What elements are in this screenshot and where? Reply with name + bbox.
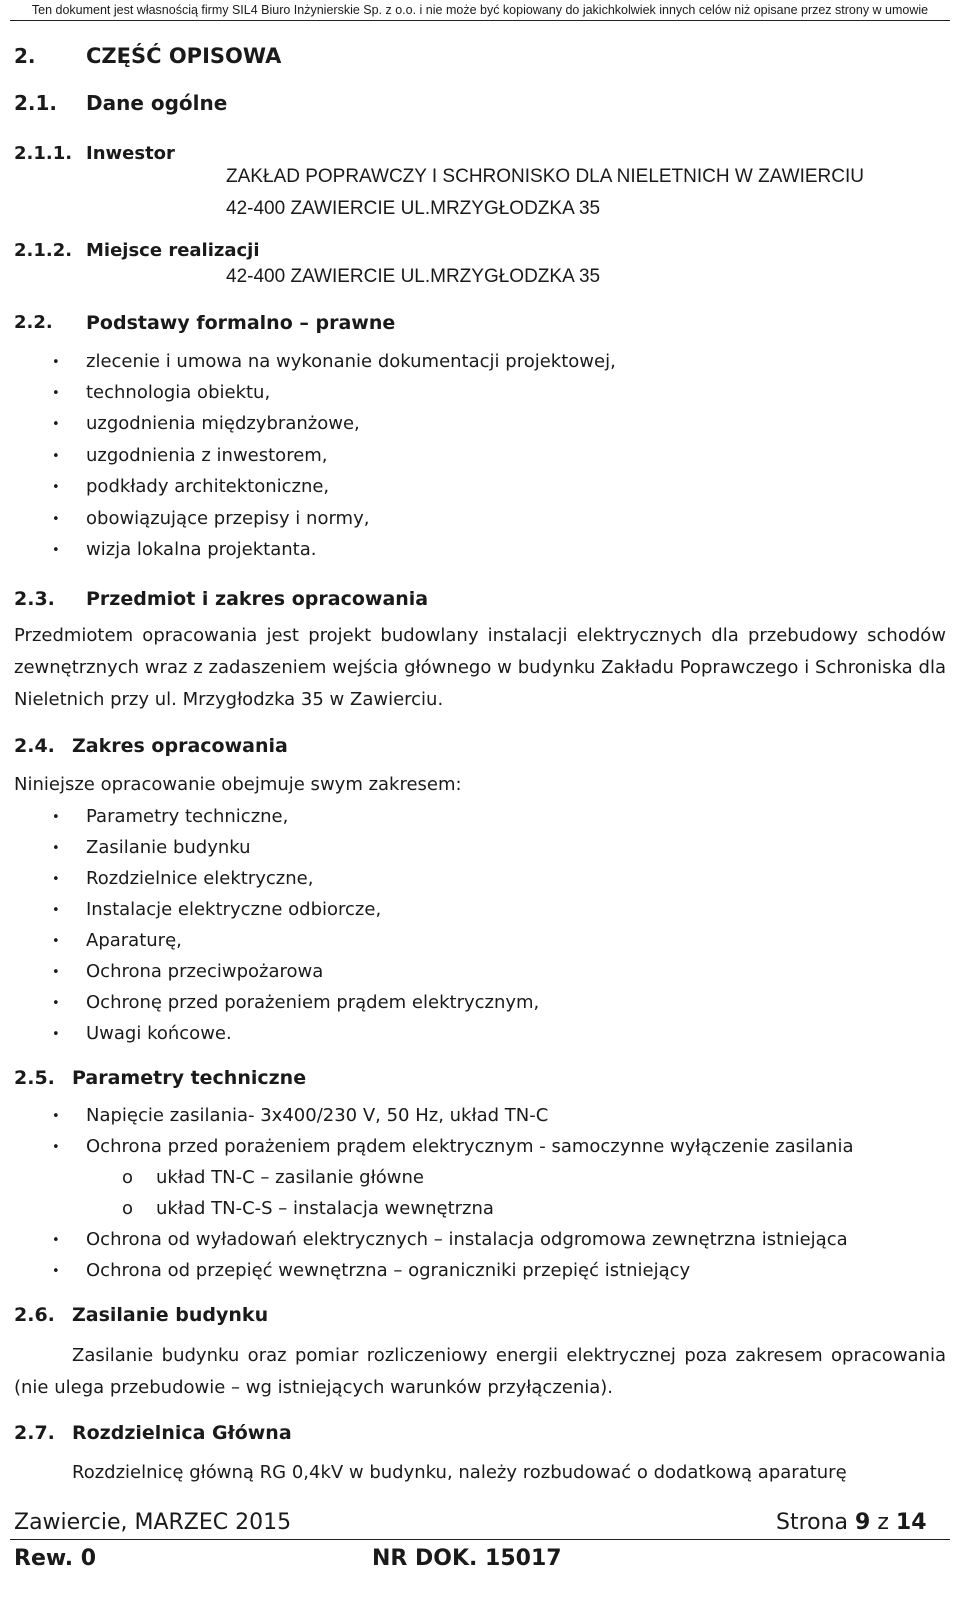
- main-switchboard-paragraph: Rozdzielnicę główną RG 0,4kV w budynku, należy rozbudować o dodatkową aparaturę: [72, 1462, 847, 1483]
- section-2-6-title: Zasilanie budynku: [72, 1304, 269, 1326]
- section-2-6-number: 2.6.: [14, 1304, 55, 1326]
- list-item: Ochrona od wyładowań elektrycznych – instalacja odgromowa zewnętrzna istniejąca: [86, 1229, 848, 1250]
- bullet-icon: •: [52, 996, 60, 1011]
- footer-doc-number: NR DOK. 15017: [372, 1546, 562, 1571]
- list-item: Ochronę przed porażeniem prądem elektrycznym,: [86, 992, 540, 1013]
- section-2-3-title: Przedmiot i zakres opracowania: [86, 588, 429, 610]
- location-address: 42-400 ZAWIERCIE UL.MRZYGŁODZKA 35: [226, 266, 601, 287]
- bullet-icon: •: [52, 512, 60, 527]
- section-2-1-1-title: Inwestor: [86, 143, 175, 164]
- list-item: wizja lokalna projektanta.: [86, 539, 317, 560]
- bullet-icon: •: [52, 355, 60, 370]
- bullet-icon: •: [52, 934, 60, 949]
- section-2-1-title: Dane ogólne: [86, 91, 228, 115]
- bullet-icon: •: [52, 903, 60, 918]
- section-2-3-number: 2.3.: [14, 588, 55, 610]
- footer-place-date: Zawiercie, MARZEC 2015: [14, 1510, 292, 1535]
- sub-bullet-icon: o: [122, 1167, 134, 1188]
- section-2-4-number: 2.4.: [14, 735, 55, 757]
- bullet-icon: •: [52, 1140, 60, 1155]
- section-2-7-number: 2.7.: [14, 1422, 55, 1444]
- section-2-1-number: 2.1.: [14, 91, 58, 115]
- bullet-icon: •: [52, 841, 60, 856]
- section-2-2-number: 2.2.: [14, 312, 53, 333]
- bullet-icon: •: [52, 872, 60, 887]
- page-current: 9: [855, 1510, 871, 1535]
- list-item: obowiązujące przepisy i normy,: [86, 508, 370, 529]
- list-item: Napięcie zasilania- 3x400/230 V, 50 Hz, układ TN-C: [86, 1105, 549, 1126]
- power-supply-paragraph: Zasilanie budynku oraz pomiar rozliczeniowy energii elektrycznej poza zakresem opracowania (nie ulega przebudowie – wg istniejących warunków przyłączenia).: [14, 1345, 946, 1398]
- bullet-icon: •: [52, 543, 60, 558]
- section-2-4-title: Zakres opracowania: [72, 735, 288, 757]
- list-item: zlecenie i umowa na wykonanie dokumentacji projektowej,: [86, 351, 616, 372]
- list-item: Uwagi końcowe.: [86, 1023, 232, 1044]
- section-2-5-title: Parametry techniczne: [72, 1067, 307, 1089]
- bullet-icon: •: [52, 1233, 60, 1248]
- subject-paragraph: Przedmiotem opracowania jest projekt budowlany instalacji elektrycznych dla przebudowy schodów zewnętrznych wraz z zadaszeniem wejścia głównego w budynku Zakładu Poprawczego i Schroniska dla Nieletnich przy ul. Mrzygłodzka 35 w Zawierciu.: [14, 625, 946, 710]
- section-2-1-2-title: Miejsce realizacji: [86, 240, 260, 261]
- section-2-number: 2.: [14, 44, 36, 68]
- list-item: Aparaturę,: [86, 930, 182, 951]
- section-2-7-title: Rozdzielnica Główna: [72, 1422, 292, 1444]
- list-item: uzgodnienia międzybranżowe,: [86, 413, 360, 434]
- bullet-icon: •: [52, 449, 60, 464]
- bullet-icon: •: [52, 1027, 60, 1042]
- footer-revision: Rew. 0: [14, 1546, 97, 1571]
- list-item: podkłady architektoniczne,: [86, 476, 330, 497]
- footer-page-number: [776, 1510, 927, 1535]
- section-2-1-1-number: 2.1.1.: [14, 143, 73, 164]
- page-prefix: Strona: [776, 1510, 849, 1535]
- list-item: uzgodnienia z inwestorem,: [86, 445, 328, 466]
- footer-divider: [10, 1539, 950, 1540]
- list-item: Ochrona przeciwpożarowa: [86, 961, 324, 982]
- list-item: Zasilanie budynku: [86, 837, 251, 858]
- header-divider: [10, 20, 950, 21]
- list-item: Rozdzielnice elektryczne,: [86, 868, 314, 889]
- sub-bullet-icon: o: [122, 1198, 134, 1219]
- bullet-icon: •: [52, 1264, 60, 1279]
- bullet-icon: •: [52, 965, 60, 980]
- list-item: Ochrona od przepięć wewnętrzna – ograniczniki przepięć istniejący: [86, 1260, 691, 1281]
- section-2-title: CZĘŚĆ OPISOWA: [86, 44, 282, 68]
- list-item: technologia obiektu,: [86, 382, 271, 403]
- bullet-icon: •: [52, 1109, 60, 1124]
- section-2-2-title: Podstawy formalno – prawne: [86, 312, 396, 334]
- list-item: Ochrona przed porażeniem prądem elektrycznym - samoczynne wyłączenie zasilania: [86, 1136, 854, 1157]
- list-item: Parametry techniczne,: [86, 806, 289, 827]
- sub-list-item: układ TN-C-S – instalacja wewnętrzna: [156, 1198, 494, 1219]
- bullet-icon: •: [52, 810, 60, 825]
- bullet-icon: •: [52, 480, 60, 495]
- investor-name: ZAKŁAD POPRAWCZY I SCHRONISKO DLA NIELETNICH W ZAWIERCIU: [226, 166, 864, 187]
- scope-intro: Niniejsze opracowanie obejmuje swym zakresem:: [14, 774, 462, 795]
- investor-address: 42-400 ZAWIERCIE UL.MRZYGŁODZKA 35: [226, 198, 601, 219]
- page-of: z: [877, 1510, 889, 1535]
- section-2-1-2-number: 2.1.2.: [14, 240, 73, 261]
- bullet-icon: •: [52, 417, 60, 432]
- bullet-icon: •: [52, 386, 60, 401]
- list-item: Instalacje elektryczne odbiorcze,: [86, 899, 382, 920]
- sub-list-item: układ TN-C – zasilanie główne: [156, 1167, 424, 1188]
- page-total: 14: [895, 1510, 927, 1535]
- document-header-notice: Ten dokument jest własnością firmy SIL4 Biuro Inżynierskie Sp. z o.o. i nie może być kopiowany do jakichkolwiek innych celów niż opisane przez strony w umowie: [31, 3, 929, 17]
- section-2-5-number: 2.5.: [14, 1067, 55, 1089]
